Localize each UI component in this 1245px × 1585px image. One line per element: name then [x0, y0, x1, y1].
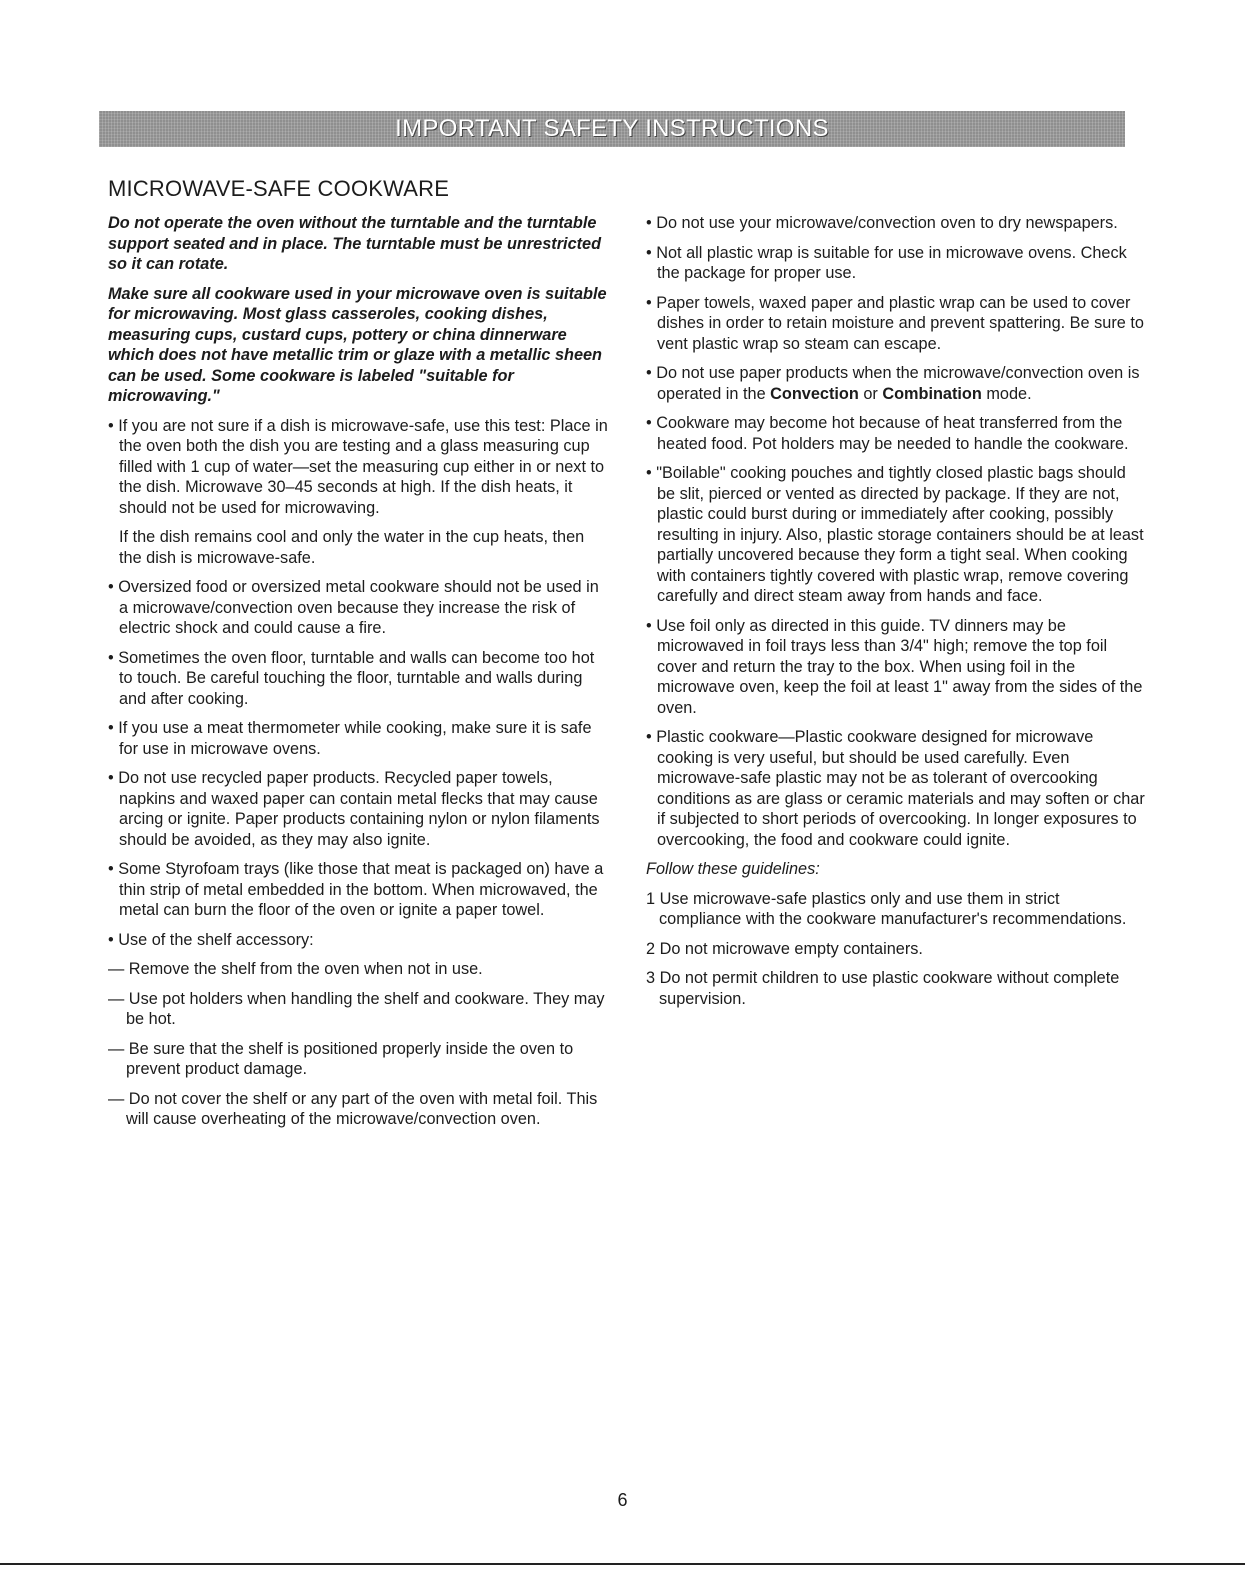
shelf-dash-item: — Be sure that the shelf is positioned properly inside the oven to prevent product damage.	[108, 1039, 574, 1078]
paper-products-end: mode.	[981, 384, 1032, 403]
plastic-cookware-item: • Plastic cookware—Plastic cookware designed for microwave cooking is very useful, but should be used carefully. Even microwave-safe plastic may not be as tolerant of overcooking conditions as are glass or ceramic materials and may soften or char if subjected to short periods of overcooking. In longer exposures to overcooking, the food and cookware could ignite.	[646, 728, 1145, 849]
left-column	[108, 176, 608, 1139]
paper-products-or: or	[858, 384, 883, 403]
guideline-item: 3 Do not permit children to use plastic cookware without complete supervision.	[646, 969, 1120, 1008]
shelf-dash-item: — Remove the shelf from the oven when not in use.	[108, 960, 483, 978]
page-number: 6	[617, 1490, 628, 1510]
oversized-item: • Oversized food or oversized metal cookware should not be used in a microwave/convection oven because they increase the risk of electric shock and could cause a fire.	[108, 578, 599, 637]
banner-title: IMPORTANT SAFETY INSTRUCTIONS	[395, 115, 829, 142]
shelf-dash-item: — Do not cover the shelf or any part of the oven with metal foil. This will cause overheating of the microwave/convection oven.	[108, 1089, 598, 1128]
thermometer-item: • If you use a meat thermometer while cooking, make sure it is safe for use in microwave ovens.	[108, 719, 592, 758]
styrofoam-item: • Some Styrofoam trays (like those that meat is packaged on) have a thin strip of metal embedded in the bottom. When microwaved, the metal can burn the floor of the oven or ignite a paper towel.	[108, 860, 604, 919]
turntable-warning: Do not operate the oven without the turntable and the turntable support seated and in place. The turntable must be unrestricted so it can rotate.	[108, 214, 602, 273]
combination-keyword: Combination	[882, 384, 982, 403]
safety-banner	[99, 111, 1125, 147]
bottom-divider	[0, 1563, 1245, 1565]
cookware-warning: Make sure all cookware used in your microwave oven is suitable for microwaving. Most glass casseroles, cooking dishes, measuring cups, custard cups, pottery or china dinnerware which does not have metallic trim or glaze with a metallic sheen can be used. Some cookware is labeled "suitable for microwaving."	[108, 284, 607, 405]
recycled-paper-item: • Do not use recycled paper products. Recycled paper towels, napkins and waxed paper can contain metal flecks that may cause arcing or ignite. Paper products containing nylon or nylon filaments should be avoided, as they may also ignite.	[108, 769, 600, 849]
newspapers-item: • Do not use your microwave/convection oven to dry newspapers.	[646, 214, 1118, 232]
boilable-item: • "Boilable" cooking pouches and tightly closed plastic bags should be slit, pierced or vented as directed by package. If they are not, plastic could burst during or immediately after cooking, possibly resulting in injury. Also, plastic storage containers should be at least partially uncovered because they form a tight seal. When cooking with containers tightly covered with plastic wrap, remove covering carefully and direct steam away from hands and face.	[646, 464, 1144, 605]
section-title: MICROWAVE-SAFE COOKWARE	[108, 176, 450, 201]
right-column	[646, 213, 1146, 1018]
shelf-accessory-item: • Use of the shelf accessory:	[108, 930, 314, 949]
convection-keyword: Convection	[770, 384, 859, 403]
paper-products-text: • Do not use paper products when the microwave/convection oven is operated in the	[646, 364, 1140, 403]
dish-test-result: If the dish remains cool and only the water in the cup heats, then the dish is microwave-safe.	[119, 528, 585, 567]
hot-floor-item: • Sometimes the oven floor, turntable and walls can become too hot to touch. Be careful touching the floor, turntable and walls during and after cooking.	[108, 648, 595, 708]
guideline-item: 1 Use microwave-safe plastics only and use them in strict compliance with the cookware manufacturer's recommendations.	[646, 889, 1127, 928]
paper-products-item	[646, 363, 1146, 404]
guideline-item: 2 Do not microwave empty containers.	[646, 939, 923, 958]
hot-cookware-item: • Cookware may become hot because of heat transferred from the heated food. Pot holders may be needed to handle the cookware.	[646, 414, 1129, 453]
shelf-dash-item: — Use pot holders when handling the shelf and cookware. They may be hot.	[108, 989, 605, 1028]
plastic-wrap-item: • Not all plastic wrap is suitable for use in microwave ovens. Check the package for proper use.	[646, 243, 1127, 282]
dish-test-item: • If you are not sure if a dish is microwave-safe, use this test: Place in the oven both the dish you are testing and a glass measuring cup filled with 1 cup of water—set the measuring cup either in or next to the dish. Microwave 30–45 seconds at high. If the dish heats, it should not be used for microwaving.	[108, 416, 608, 517]
paper-towels-item: • Paper towels, waxed paper and plastic wrap can be used to cover dishes in order to retain moisture and prevent spattering. Be sure to vent plastic wrap so steam can escape.	[646, 293, 1144, 353]
guidelines-label: Follow these guidelines:	[646, 860, 820, 878]
foil-item: • Use foil only as directed in this guide. TV dinners may be microwaved in foil trays less than 3/4" high; remove the top foil cover and return the tray to the box. When using foil in the microwave oven, keep the foil at least 1" away from the sides of the oven.	[646, 616, 1143, 717]
